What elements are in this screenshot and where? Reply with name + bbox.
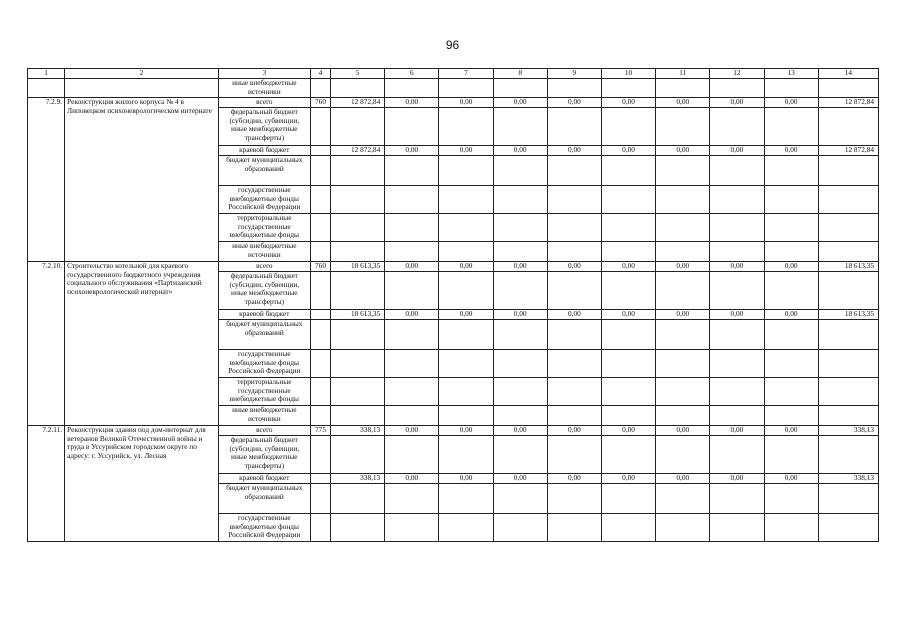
amount-cell: 0,00 [439, 426, 493, 436]
amount-cell [818, 514, 878, 542]
source-label-total: всего [218, 262, 310, 272]
item-code: 7.2.11. [28, 426, 65, 542]
table-row [28, 79, 879, 98]
column-4-value: 760 [310, 262, 330, 272]
amount-cell [331, 156, 385, 186]
amount-cell [764, 272, 818, 310]
amount-cell: 0,00 [764, 146, 818, 156]
amount-cell [656, 156, 710, 186]
amount-cell: 0,00 [439, 146, 493, 156]
amount-cell [764, 242, 818, 262]
amount-cell [493, 108, 547, 146]
amount-cell [601, 186, 655, 214]
amount-cell [764, 484, 818, 514]
amount-cell [710, 242, 764, 262]
amount-cell [601, 436, 655, 474]
amount-cell [547, 156, 601, 186]
amount-cell [601, 514, 655, 542]
amount-cell [385, 272, 439, 310]
amount-cell: 0,00 [710, 426, 764, 436]
amount-cell [493, 242, 547, 262]
amount-cell: 0,00 [493, 474, 547, 484]
item-code: 7.2.10. [28, 262, 65, 426]
amount-cell [439, 272, 493, 310]
amount-cell: 338,13 [818, 426, 878, 436]
amount-cell [818, 156, 878, 186]
amount-cell [710, 156, 764, 186]
amount-cell [710, 214, 764, 242]
column-header: 5 [331, 69, 385, 79]
amount-cell: 0,00 [656, 474, 710, 484]
source-label-state-funds: государственные внебюджетные фонды Российской Федерации [218, 186, 310, 214]
amount-cell [601, 156, 655, 186]
amount-cell: 18 613,35 [818, 310, 878, 320]
amount-cell [331, 186, 385, 214]
amount-cell [439, 378, 493, 406]
amount-cell: 0,00 [385, 474, 439, 484]
column-header: 6 [385, 69, 439, 79]
amount-cell: 0,00 [601, 310, 655, 320]
amount-cell: 0,00 [710, 98, 764, 108]
amount-cell [656, 214, 710, 242]
amount-cell [331, 350, 385, 378]
amount-cell [601, 242, 655, 262]
amount-cell: 12 872,84 [331, 98, 385, 108]
amount-cell [331, 214, 385, 242]
source-label-federal: федеральный бюджет (субсидии, субвенции, иные межбюджетные трансферты) [218, 108, 310, 146]
item-code: 7.2.9. [28, 98, 65, 262]
amount-cell [385, 378, 439, 406]
amount-cell [439, 320, 493, 350]
amount-cell: 0,00 [656, 310, 710, 320]
amount-cell: 18 613,35 [331, 262, 385, 272]
amount-cell: 338,13 [331, 426, 385, 436]
source-label-regional: краевой бюджет [218, 310, 310, 320]
column-4-value [310, 350, 330, 378]
amount-cell [547, 350, 601, 378]
amount-cell: 0,00 [493, 146, 547, 156]
column-4-value [310, 108, 330, 146]
amount-cell [818, 242, 878, 262]
column-4-value [310, 514, 330, 542]
column-4-value: 760 [310, 98, 330, 108]
amount-cell: 0,00 [764, 474, 818, 484]
amount-cell [385, 436, 439, 474]
amount-cell [656, 272, 710, 310]
column-header: 11 [656, 69, 710, 79]
source-label-municipal: бюджет муниципальных образований [218, 320, 310, 350]
amount-cell: 18 613,35 [818, 262, 878, 272]
column-header: 9 [547, 69, 601, 79]
amount-cell [547, 186, 601, 214]
amount-cell: 0,00 [601, 146, 655, 156]
amount-cell [331, 108, 385, 146]
amount-cell: 0,00 [710, 310, 764, 320]
amount-cell [764, 186, 818, 214]
amount-cell [547, 436, 601, 474]
column-header: 13 [764, 69, 818, 79]
amount-cell [601, 108, 655, 146]
amount-cell [818, 272, 878, 310]
amount-cell [601, 378, 655, 406]
amount-cell [656, 514, 710, 542]
source-label-regional: краевой бюджет [218, 146, 310, 156]
amount-cell [764, 378, 818, 406]
amount-cell [818, 108, 878, 146]
amount-cell [439, 514, 493, 542]
amount-cell [656, 320, 710, 350]
column-4-value [310, 474, 330, 484]
amount-cell [656, 484, 710, 514]
column-4-value [310, 214, 330, 242]
column-header: 1 [28, 69, 65, 79]
column-4-value [310, 272, 330, 310]
amount-cell [547, 214, 601, 242]
amount-cell [764, 436, 818, 474]
column-header-row [28, 69, 879, 79]
amount-cell [439, 242, 493, 262]
amount-cell: 0,00 [710, 474, 764, 484]
amount-cell [547, 272, 601, 310]
column-4-value [310, 146, 330, 156]
amount-cell [601, 272, 655, 310]
source-label-other: иные внебюджетные источники [218, 406, 310, 426]
table-row [28, 98, 879, 108]
amount-cell [764, 514, 818, 542]
amount-cell: 0,00 [547, 98, 601, 108]
amount-cell: 0,00 [385, 262, 439, 272]
column-4-value [310, 436, 330, 474]
amount-cell [493, 214, 547, 242]
amount-cell [818, 484, 878, 514]
amount-cell [710, 378, 764, 406]
amount-cell: 0,00 [656, 146, 710, 156]
amount-cell [547, 320, 601, 350]
amount-cell: 0,00 [601, 262, 655, 272]
page-number: 96 [445, 38, 460, 52]
amount-cell: 0,00 [710, 146, 764, 156]
amount-cell: 0,00 [547, 262, 601, 272]
amount-cell: 0,00 [493, 262, 547, 272]
amount-cell [493, 350, 547, 378]
amount-cell [656, 108, 710, 146]
amount-cell [818, 350, 878, 378]
amount-cell [493, 186, 547, 214]
amount-cell [601, 320, 655, 350]
amount-cell [710, 436, 764, 474]
source-label-state-funds: государственные внебюджетные фонды Российской Федерации [218, 350, 310, 378]
source-label-other: иные внебюджетные источники [218, 242, 310, 262]
amount-cell [385, 186, 439, 214]
amount-cell: 0,00 [439, 310, 493, 320]
amount-cell: 0,00 [439, 98, 493, 108]
amount-cell: 0,00 [547, 426, 601, 436]
amount-cell [656, 242, 710, 262]
amount-cell: 0,00 [547, 474, 601, 484]
amount-cell [547, 108, 601, 146]
amount-cell: 0,00 [764, 98, 818, 108]
amount-cell [710, 186, 764, 214]
amount-cell [547, 378, 601, 406]
amount-cell [818, 406, 878, 426]
amount-cell [439, 156, 493, 186]
amount-cell [710, 272, 764, 310]
amount-cell [493, 378, 547, 406]
amount-cell: 0,00 [385, 98, 439, 108]
amount-cell: 0,00 [439, 262, 493, 272]
amount-cell [818, 214, 878, 242]
column-header: 7 [439, 69, 493, 79]
amount-cell [656, 436, 710, 474]
budget-table [27, 68, 879, 542]
column-header: 10 [601, 69, 655, 79]
amount-cell: 338,13 [818, 474, 878, 484]
column-4-value [310, 320, 330, 350]
amount-cell: 0,00 [601, 474, 655, 484]
column-header: 3 [218, 69, 310, 79]
amount-cell [764, 214, 818, 242]
column-4-value: 775 [310, 426, 330, 436]
amount-cell: 0,00 [656, 98, 710, 108]
source-label-federal: федеральный бюджет (субсидии, субвенции, иные межбюджетные трансферты) [218, 272, 310, 310]
amount-cell [493, 272, 547, 310]
amount-cell: 0,00 [601, 426, 655, 436]
amount-cell [656, 186, 710, 214]
amount-cell: 338,13 [331, 474, 385, 484]
amount-cell [331, 514, 385, 542]
amount-cell [710, 406, 764, 426]
amount-cell [493, 436, 547, 474]
amount-cell [493, 514, 547, 542]
table-row [28, 262, 879, 272]
amount-cell [493, 320, 547, 350]
amount-cell [331, 242, 385, 262]
amount-cell [601, 214, 655, 242]
amount-cell: 0,00 [710, 262, 764, 272]
amount-cell [385, 108, 439, 146]
source-label-state-funds: государственные внебюджетные фонды Российской Федерации [218, 514, 310, 542]
amount-cell [331, 436, 385, 474]
amount-cell [439, 108, 493, 146]
amount-cell [601, 350, 655, 378]
amount-cell [385, 484, 439, 514]
amount-cell [493, 406, 547, 426]
amount-cell [601, 406, 655, 426]
amount-cell [656, 350, 710, 378]
amount-cell [439, 186, 493, 214]
column-4-value [310, 378, 330, 406]
source-label-federal: федеральный бюджет (субсидии, субвенции, иные межбюджетные трансферты) [218, 436, 310, 474]
amount-cell: 0,00 [764, 262, 818, 272]
amount-cell [547, 514, 601, 542]
amount-cell: 0,00 [385, 146, 439, 156]
amount-cell: 0,00 [764, 310, 818, 320]
item-name: Реконструкция здания под дом-интернат для ветеранов Великой Отечественной войны и труда в Уссурийском городском округе по адресу: г. Уссурийск, ул. Лесная [65, 426, 219, 542]
item-name: Строительство котельной для краевого государственного бюджетного учреждения социального обслуживания «Партизанский психоневрологический интернат» [65, 262, 219, 426]
amount-cell: 12 872,84 [331, 146, 385, 156]
amount-cell [385, 214, 439, 242]
source-label-other: иные внебюджетные источники [218, 79, 310, 98]
column-4-value [310, 242, 330, 262]
amount-cell [331, 484, 385, 514]
amount-cell [439, 436, 493, 474]
amount-cell [385, 406, 439, 426]
amount-cell [818, 320, 878, 350]
amount-cell [493, 484, 547, 514]
amount-cell [547, 484, 601, 514]
column-4-value [310, 484, 330, 514]
amount-cell [439, 484, 493, 514]
amount-cell: 0,00 [385, 426, 439, 436]
amount-cell [764, 320, 818, 350]
amount-cell [331, 406, 385, 426]
amount-cell [818, 186, 878, 214]
table-row [28, 426, 879, 436]
source-label-municipal: бюджет муниципальных образований [218, 156, 310, 186]
source-label-territorial-funds: территориальные государственные внебюджетные фонды [218, 378, 310, 406]
amount-cell: 0,00 [547, 146, 601, 156]
amount-cell [331, 272, 385, 310]
amount-cell [710, 320, 764, 350]
source-label-regional: краевой бюджет [218, 474, 310, 484]
amount-cell: 0,00 [656, 262, 710, 272]
column-4-value [310, 406, 330, 426]
amount-cell: 12 872,84 [818, 98, 878, 108]
amount-cell: 0,00 [493, 426, 547, 436]
amount-cell [439, 406, 493, 426]
amount-cell [710, 108, 764, 146]
column-4-value [310, 156, 330, 186]
amount-cell [385, 156, 439, 186]
amount-cell: 0,00 [439, 474, 493, 484]
column-4-value [310, 310, 330, 320]
amount-cell: 0,00 [764, 426, 818, 436]
column-header: 12 [710, 69, 764, 79]
amount-cell: 0,00 [547, 310, 601, 320]
amount-cell [493, 156, 547, 186]
amount-cell: 0,00 [385, 310, 439, 320]
amount-cell: 0,00 [493, 98, 547, 108]
amount-cell [601, 484, 655, 514]
amount-cell [710, 484, 764, 514]
amount-cell [764, 406, 818, 426]
amount-cell: 0,00 [601, 98, 655, 108]
amount-cell [764, 350, 818, 378]
table-body [28, 69, 879, 542]
amount-cell [439, 350, 493, 378]
source-label-total: всего [218, 98, 310, 108]
source-label-territorial-funds: территориальные государственные внебюджетные фонды [218, 214, 310, 242]
amount-cell: 12 872,84 [818, 146, 878, 156]
amount-cell [818, 436, 878, 474]
amount-cell [385, 514, 439, 542]
amount-cell [439, 214, 493, 242]
amount-cell [656, 378, 710, 406]
amount-cell [818, 378, 878, 406]
amount-cell [547, 406, 601, 426]
amount-cell [385, 350, 439, 378]
amount-cell: 0,00 [656, 426, 710, 436]
item-name: Реконструкция жилого корпуса № 4 в Липовецком психоневрологическом интернате [65, 98, 219, 262]
amount-cell [764, 108, 818, 146]
amount-cell [547, 242, 601, 262]
column-header: 4 [310, 69, 330, 79]
amount-cell [385, 242, 439, 262]
amount-cell: 0,00 [493, 310, 547, 320]
amount-cell [385, 320, 439, 350]
column-header: 14 [818, 69, 878, 79]
amount-cell: 18 613,35 [331, 310, 385, 320]
source-label-total: всего [218, 426, 310, 436]
source-label-municipal: бюджет муниципальных образований [218, 484, 310, 514]
amount-cell [331, 320, 385, 350]
amount-cell [710, 350, 764, 378]
amount-cell [656, 406, 710, 426]
amount-cell [331, 378, 385, 406]
column-4-value [310, 186, 330, 214]
column-header: 2 [65, 69, 219, 79]
amount-cell [764, 156, 818, 186]
column-header: 8 [493, 69, 547, 79]
amount-cell [710, 514, 764, 542]
